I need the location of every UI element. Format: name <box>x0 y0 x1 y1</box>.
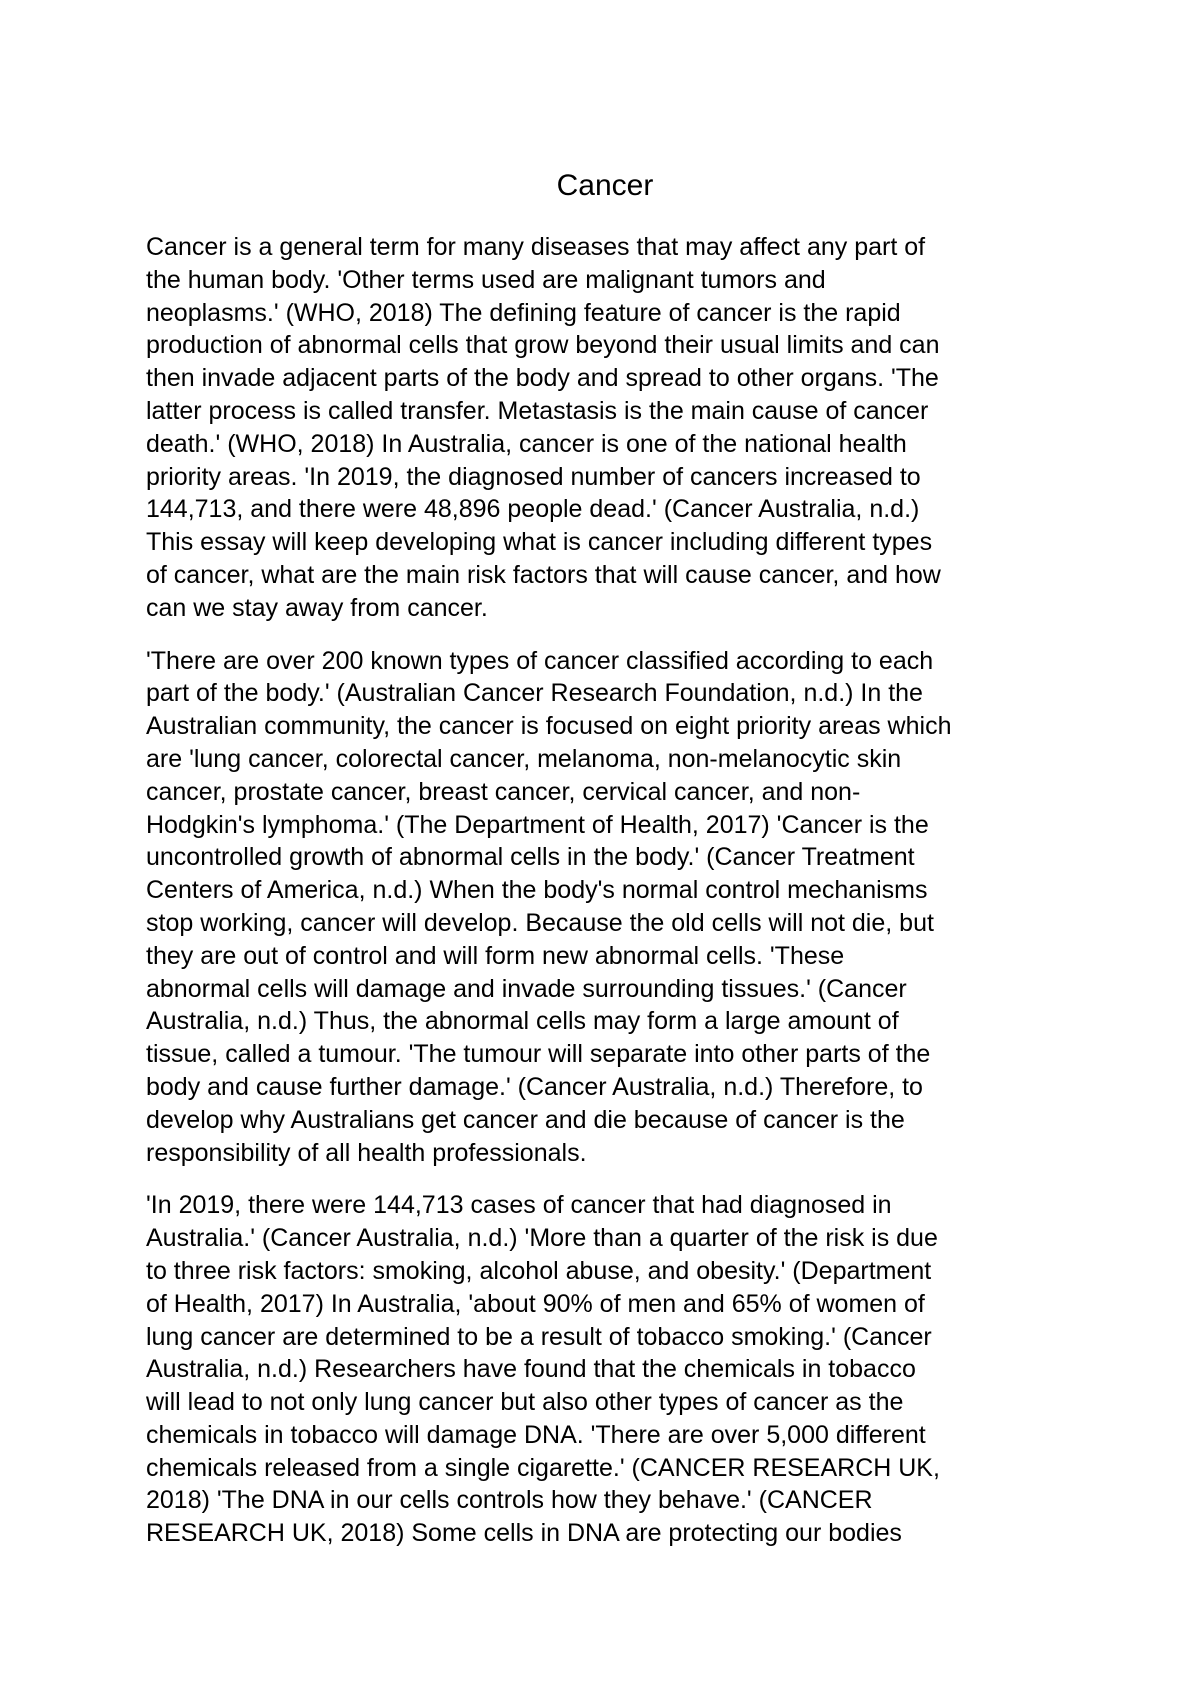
paragraph-line: responsibility of all health professionals. <box>146 1138 587 1167</box>
paragraph-line: death.' (WHO, 2018) In Australia, cancer is one of the national health <box>146 429 907 458</box>
paragraph-line: part of the body.' (Australian Cancer Research Foundation, n.d.) In the <box>146 679 923 708</box>
paragraph-line: will lead to not only lung cancer but also other types of cancer as the <box>146 1388 904 1417</box>
paragraph-line: production of abnormal cells that grow beyond their usual limits and can <box>146 331 940 360</box>
paragraph-line: chemicals in tobacco will damage DNA. 'There are over 5,000 different <box>146 1420 926 1449</box>
paragraph-line: body and cause further damage.' (Cancer Australia, n.d.) Therefore, to <box>146 1072 923 1101</box>
paragraph-line: latter process is called transfer. Metastasis is the main cause of cancer <box>146 396 929 425</box>
paragraph-line: 'There are over 200 known types of cancer classified according to each <box>146 646 934 675</box>
paragraph-line: neoplasms.' (WHO, 2018) The defining feature of cancer is the rapid <box>146 298 901 327</box>
paragraph-line: 144,713, and there were 48,896 people dead.' (Cancer Australia, n.d.) <box>146 495 920 524</box>
paragraph-line: uncontrolled growth of abnormal cells in the body.' (Cancer Treatment <box>146 843 915 872</box>
paragraph-line: cancer, prostate cancer, breast cancer, cervical cancer, and non- <box>146 777 861 806</box>
paragraph-line: This essay will keep developing what is cancer including different types <box>146 528 933 557</box>
paragraph-line: Australia, n.d.) Researchers have found that the chemicals in tobacco <box>146 1355 916 1384</box>
paragraph-line: of cancer, what are the main risk factors that will cause cancer, and how <box>146 560 941 589</box>
paragraph <box>146 645 1066 1170</box>
paragraph-line: 'In 2019, there were 144,713 cases of cancer that had diagnosed in <box>146 1191 892 1220</box>
paragraph-line: they are out of control and will form new abnormal cells. 'These <box>146 941 845 970</box>
document-title: Cancer <box>556 169 654 202</box>
paragraph-line: Australia, n.d.) Thus, the abnormal cells may form a large amount of <box>146 1007 899 1036</box>
paragraph-line: of Health, 2017) In Australia, 'about 90% of men and 65% of women of <box>146 1289 925 1318</box>
paragraph-line: Cancer is a general term for many diseases that may affect any part of <box>146 233 926 261</box>
paragraph-line: the human body. 'Other terms used are malignant tumors and <box>146 265 826 294</box>
paragraph-line: Centers of America, n.d.) When the body's normal control mechanisms <box>146 876 928 905</box>
paragraph-line: to three risk factors: smoking, alcohol abuse, and obesity.' (Department <box>146 1256 932 1285</box>
paragraph-line: stop working, cancer will develop. Because the old cells will not die, but <box>146 908 934 937</box>
paragraph-line: chemicals released from a single cigarette.' (CANCER RESEARCH UK, <box>146 1453 940 1482</box>
paragraph <box>146 231 1066 625</box>
paragraph-line: are 'lung cancer, colorectal cancer, melanoma, non-melanocytic skin <box>146 744 902 773</box>
paragraph-line: develop why Australians get cancer and die because of cancer is the <box>146 1105 905 1134</box>
paragraph <box>146 1189 1066 1550</box>
document-body <box>146 231 1066 1570</box>
paragraph-line: 2018) 'The DNA in our cells controls how they behave.' (CANCER <box>146 1486 873 1515</box>
paragraph-line: tissue, called a tumour. 'The tumour will separate into other parts of the <box>146 1040 931 1069</box>
paragraph-line: RESEARCH UK, 2018) Some cells in DNA are protecting our bodies <box>146 1519 902 1548</box>
paragraph-line: lung cancer are determined to be a result of tobacco smoking.' (Cancer <box>146 1322 932 1351</box>
paragraph-line: Hodgkin's lymphoma.' (The Department of Health, 2017) 'Cancer is the <box>146 810 929 839</box>
paragraph-line: abnormal cells will damage and invade surrounding tissues.' (Cancer <box>146 974 907 1003</box>
paragraph-line: then invade adjacent parts of the body and spread to other organs. 'The <box>146 364 939 393</box>
paragraph-line: Australian community, the cancer is focused on eight priority areas which <box>146 712 952 741</box>
paragraph-line: Australia.' (Cancer Australia, n.d.) 'More than a quarter of the risk is due <box>146 1224 938 1253</box>
paragraph-line: priority areas. 'In 2019, the diagnosed number of cancers increased to <box>146 462 921 491</box>
paragraph-line: can we stay away from cancer. <box>146 593 488 622</box>
